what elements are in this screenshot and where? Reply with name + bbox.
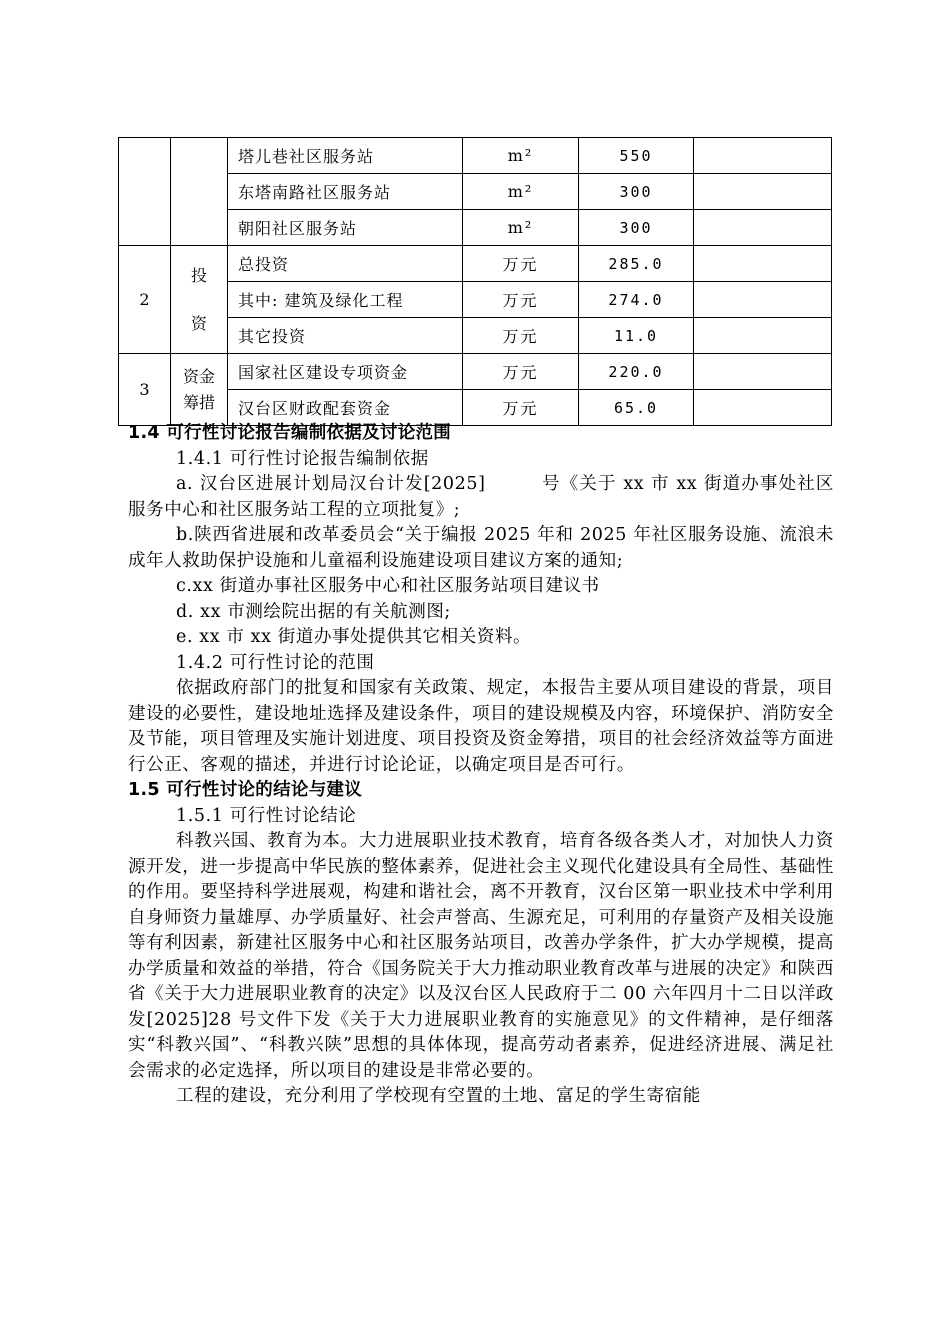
item-unit: 万元 (463, 390, 579, 426)
item-unit: m² (463, 138, 579, 174)
basis-item-e: e. xx 市 xx 街道办事处提供其它相关资料。 (176, 627, 532, 647)
row-number-cell: 3 (119, 354, 171, 426)
item-remark (694, 282, 832, 318)
category-label-line1: 资金 (182, 366, 215, 386)
section-1-5-heading: 1.5 可行性讨论的结论与建议 (128, 780, 363, 800)
item-name: 朝阳社区服务站 (228, 210, 463, 246)
item-remark (694, 210, 832, 246)
item-value: 11.0 (579, 318, 694, 354)
item-value: 300 (579, 210, 694, 246)
item-unit: 万元 (463, 246, 579, 282)
conclusion-paragraph: 科教兴国、教育为本。大力进展职业技术教育，培育各级各类人才，对加快人力资源开发，进一步提高中华民族的整体素养，促进社会主义现代化建设具有全局性、基础性的作用。要坚持科学进展观，构建和谐社会，离不开教育，汉台区第一职业技术中学利用自身师资力量雄厚、办学质量好、社会声誉高、生源充足，可利用的存量资产及相关设施等有利因素，新建社区服务中心和社区服务站项目，改善办学条件，扩大办学规模，提高办学质量和效益的举措，符合《国务院关于大力推动职业教育改革与进展的决定》和陕西省《关于大力进展职业教育的决定》以及汉台区人民政府于二 00 六年四月十二日以洋政发[2025]28 号文件下发《关于大力进展职业教育的实施意见》的文件精神，是仔细落实“科教兴国”、“科教兴陕”思想的具体体现，提高劳动者素养，促进经济进展、满足社会需求的必定选择，所以项目的建设是非常必要的。 (128, 831, 834, 1081)
item-remark (694, 174, 832, 210)
basis-item-b: b.陕西省进展和改革委员会“关于编报 2025 年和 2025 年社区服务设施、流浪未成年人救助保护设施和儿童福利设施建设项目建议方案的通知; (128, 525, 834, 571)
item-remark (694, 354, 832, 390)
item-value: 274.0 (579, 282, 694, 318)
table-row (119, 138, 832, 174)
category-cell (171, 354, 228, 426)
item-value: 300 (579, 174, 694, 210)
item-remark (694, 246, 832, 282)
item-name: 其它投资 (228, 318, 463, 354)
item-value: 285.0 (579, 246, 694, 282)
item-name: 国家社区建设专项资金 (228, 354, 463, 390)
category-label-top: 投 (190, 265, 207, 285)
item-unit: m² (463, 174, 579, 210)
basis-item-d: d. xx 市测绘院出据的有关航测图; (176, 601, 451, 622)
item-name: 其中: 建筑及绿化工程 (228, 282, 463, 318)
item-value: 550 (579, 138, 694, 174)
investment-table (118, 137, 832, 426)
item-name: 汉台区财政配套资金 (228, 390, 463, 426)
item-unit: m² (463, 210, 579, 246)
item-value: 220.0 (579, 354, 694, 390)
section-1-4-1-heading: 1.4.1 可行性讨论报告编制依据 (176, 448, 429, 469)
item-unit: 万元 (463, 318, 579, 354)
item-name: 东塔南路社区服务站 (228, 174, 463, 210)
scope-paragraph: 依据政府部门的批复和国家有关政策、规定，本报告主要从项目建设的背景，项目建设的必要性，建设地址选择及建设条件，项目的建设规模及内容，环境保护、消防安全及节能，项目管理及实施计划进度、项目投资及资金筹措，项目的社会经济效益等方面进行公正、客观的描述，并进行讨论论证，以确定项目是否可行。 (128, 678, 834, 775)
conclusion-paragraph-continued: 工程的建设，充分利用了学校现有空置的土地、富足的学生寄宿能 (176, 1086, 701, 1106)
category-cell (171, 138, 228, 246)
category-label-bottom: 资 (190, 313, 207, 333)
section-1-5-1-heading: 1.5.1 可行性讨论结论 (176, 805, 357, 826)
item-name: 总投资 (228, 246, 463, 282)
item-remark (694, 138, 832, 174)
item-value: 65.0 (579, 390, 694, 426)
category-cell (171, 246, 228, 354)
section-1-4-heading: 1.4 可行性讨论报告编制依据及讨论范围 (128, 423, 452, 443)
basis-item-a: a. 汉台区进展计划局汉台计发[2025] 号《关于 xx 市 xx 街道办事处社区服务中心和社区服务站工程的立项批复》; (128, 474, 834, 520)
item-unit: 万元 (463, 354, 579, 390)
item-unit: 万元 (463, 282, 579, 318)
row-number-cell (119, 138, 171, 246)
category-label-line2: 筹措 (182, 392, 215, 412)
item-remark (694, 318, 832, 354)
table-row (119, 246, 832, 282)
item-name: 塔儿巷社区服务站 (228, 138, 463, 174)
section-1-4-2-heading: 1.4.2 可行性讨论的范围 (176, 652, 375, 673)
basis-item-c: c.xx 街道办事社区服务中心和社区服务站项目建议书 (176, 576, 600, 596)
table-row (119, 354, 832, 390)
row-number-cell: 2 (119, 246, 171, 354)
document-body (128, 421, 834, 1110)
